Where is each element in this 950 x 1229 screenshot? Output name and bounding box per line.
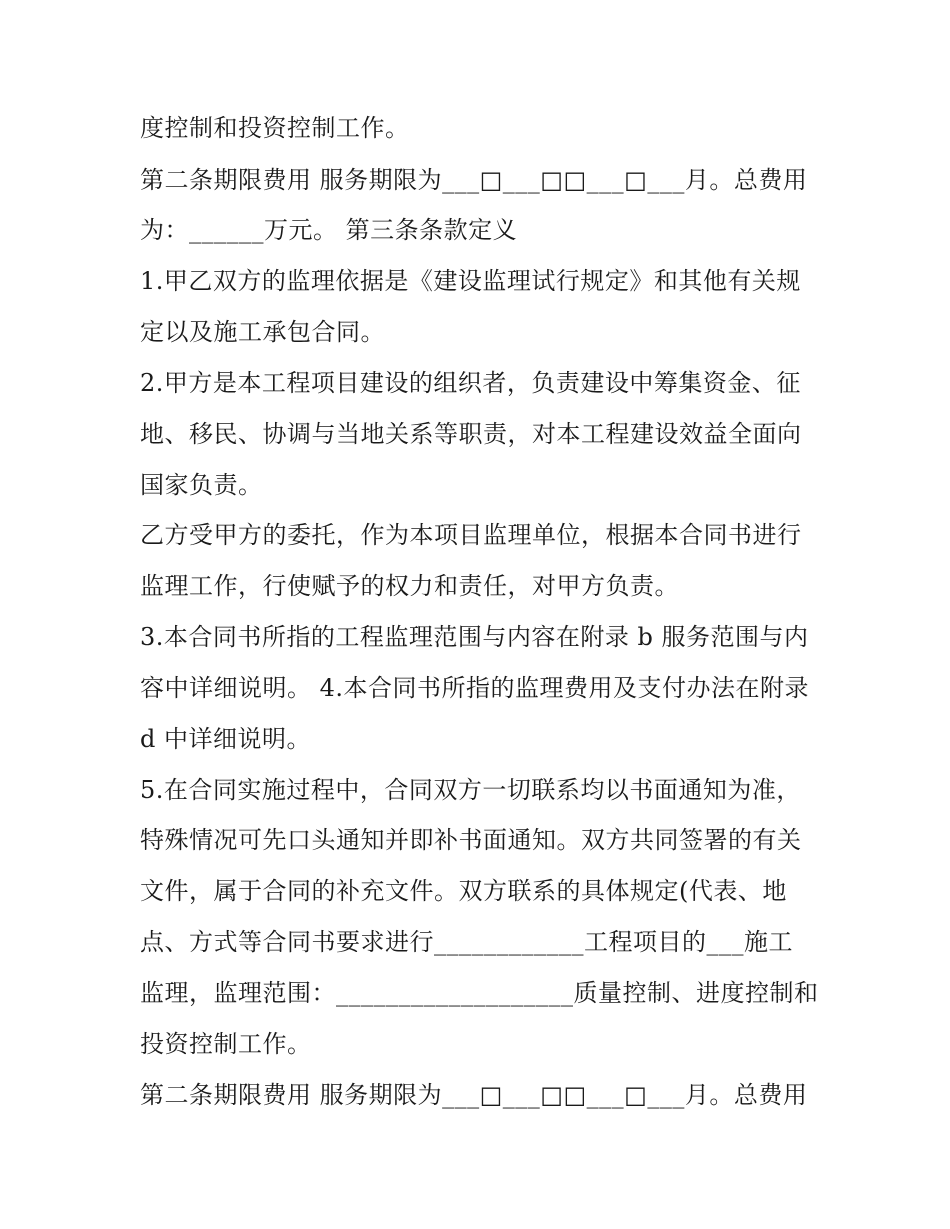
text-line: 第二条期限费用 服务期限为___□___□□___□___月。总费用 bbox=[140, 166, 808, 194]
text-line: 为：______万元。 第三条条款定义 bbox=[140, 216, 518, 244]
text-line: 乙方受甲方的委托，作为本项目监理单位，根据本合同书进行 bbox=[140, 521, 802, 549]
text-line: 特殊情况可先口头通知并即补书面通知。双方共同签署的有关 bbox=[140, 826, 802, 854]
text-line: d 中详细说明。 bbox=[140, 725, 311, 753]
text-line: 地、移民、协调与当地关系等职责，对本工程建设效益全面向 bbox=[140, 420, 802, 448]
text-line: 国家负责。 bbox=[140, 471, 263, 499]
text-line: 投资控制工作。 bbox=[140, 1030, 312, 1058]
text-line: 容中详细说明。 4.本合同书所指的监理费用及支付办法在附录 bbox=[140, 674, 810, 702]
text-line: 5.在合同实施过程中，合同双方一切联系均以书面通知为准， bbox=[140, 776, 801, 804]
text-line: 文件，属于合同的补充文件。双方联系的具体规定(代表、地 bbox=[140, 877, 787, 905]
text-line: 度控制和投资控制工作。 bbox=[140, 114, 410, 142]
text-line: 监理工作，行使赋予的权力和责任，对甲方负责。 bbox=[140, 572, 679, 600]
text-line: 定以及施工承包合同。 bbox=[140, 318, 385, 346]
text-line: 1.甲乙双方的监理依据是《建设监理试行规定》和其他有关规 bbox=[140, 267, 801, 295]
text-line: 3.本合同书所指的工程监理范围与内容在附录 b 服务范围与内 bbox=[140, 623, 809, 651]
text-line: 第二条期限费用 服务期限为___□___□□___□___月。总费用 bbox=[140, 1081, 808, 1109]
text-line: 点、方式等合同书要求进行____________工程项目的___施工 bbox=[140, 928, 793, 956]
text-line: 监理，监理范围：___________________质量控制、进度控制和 bbox=[140, 979, 819, 1007]
text-line: 2.甲方是本工程项目建设的组织者，负责建设中筹集资金、征 bbox=[140, 369, 801, 397]
